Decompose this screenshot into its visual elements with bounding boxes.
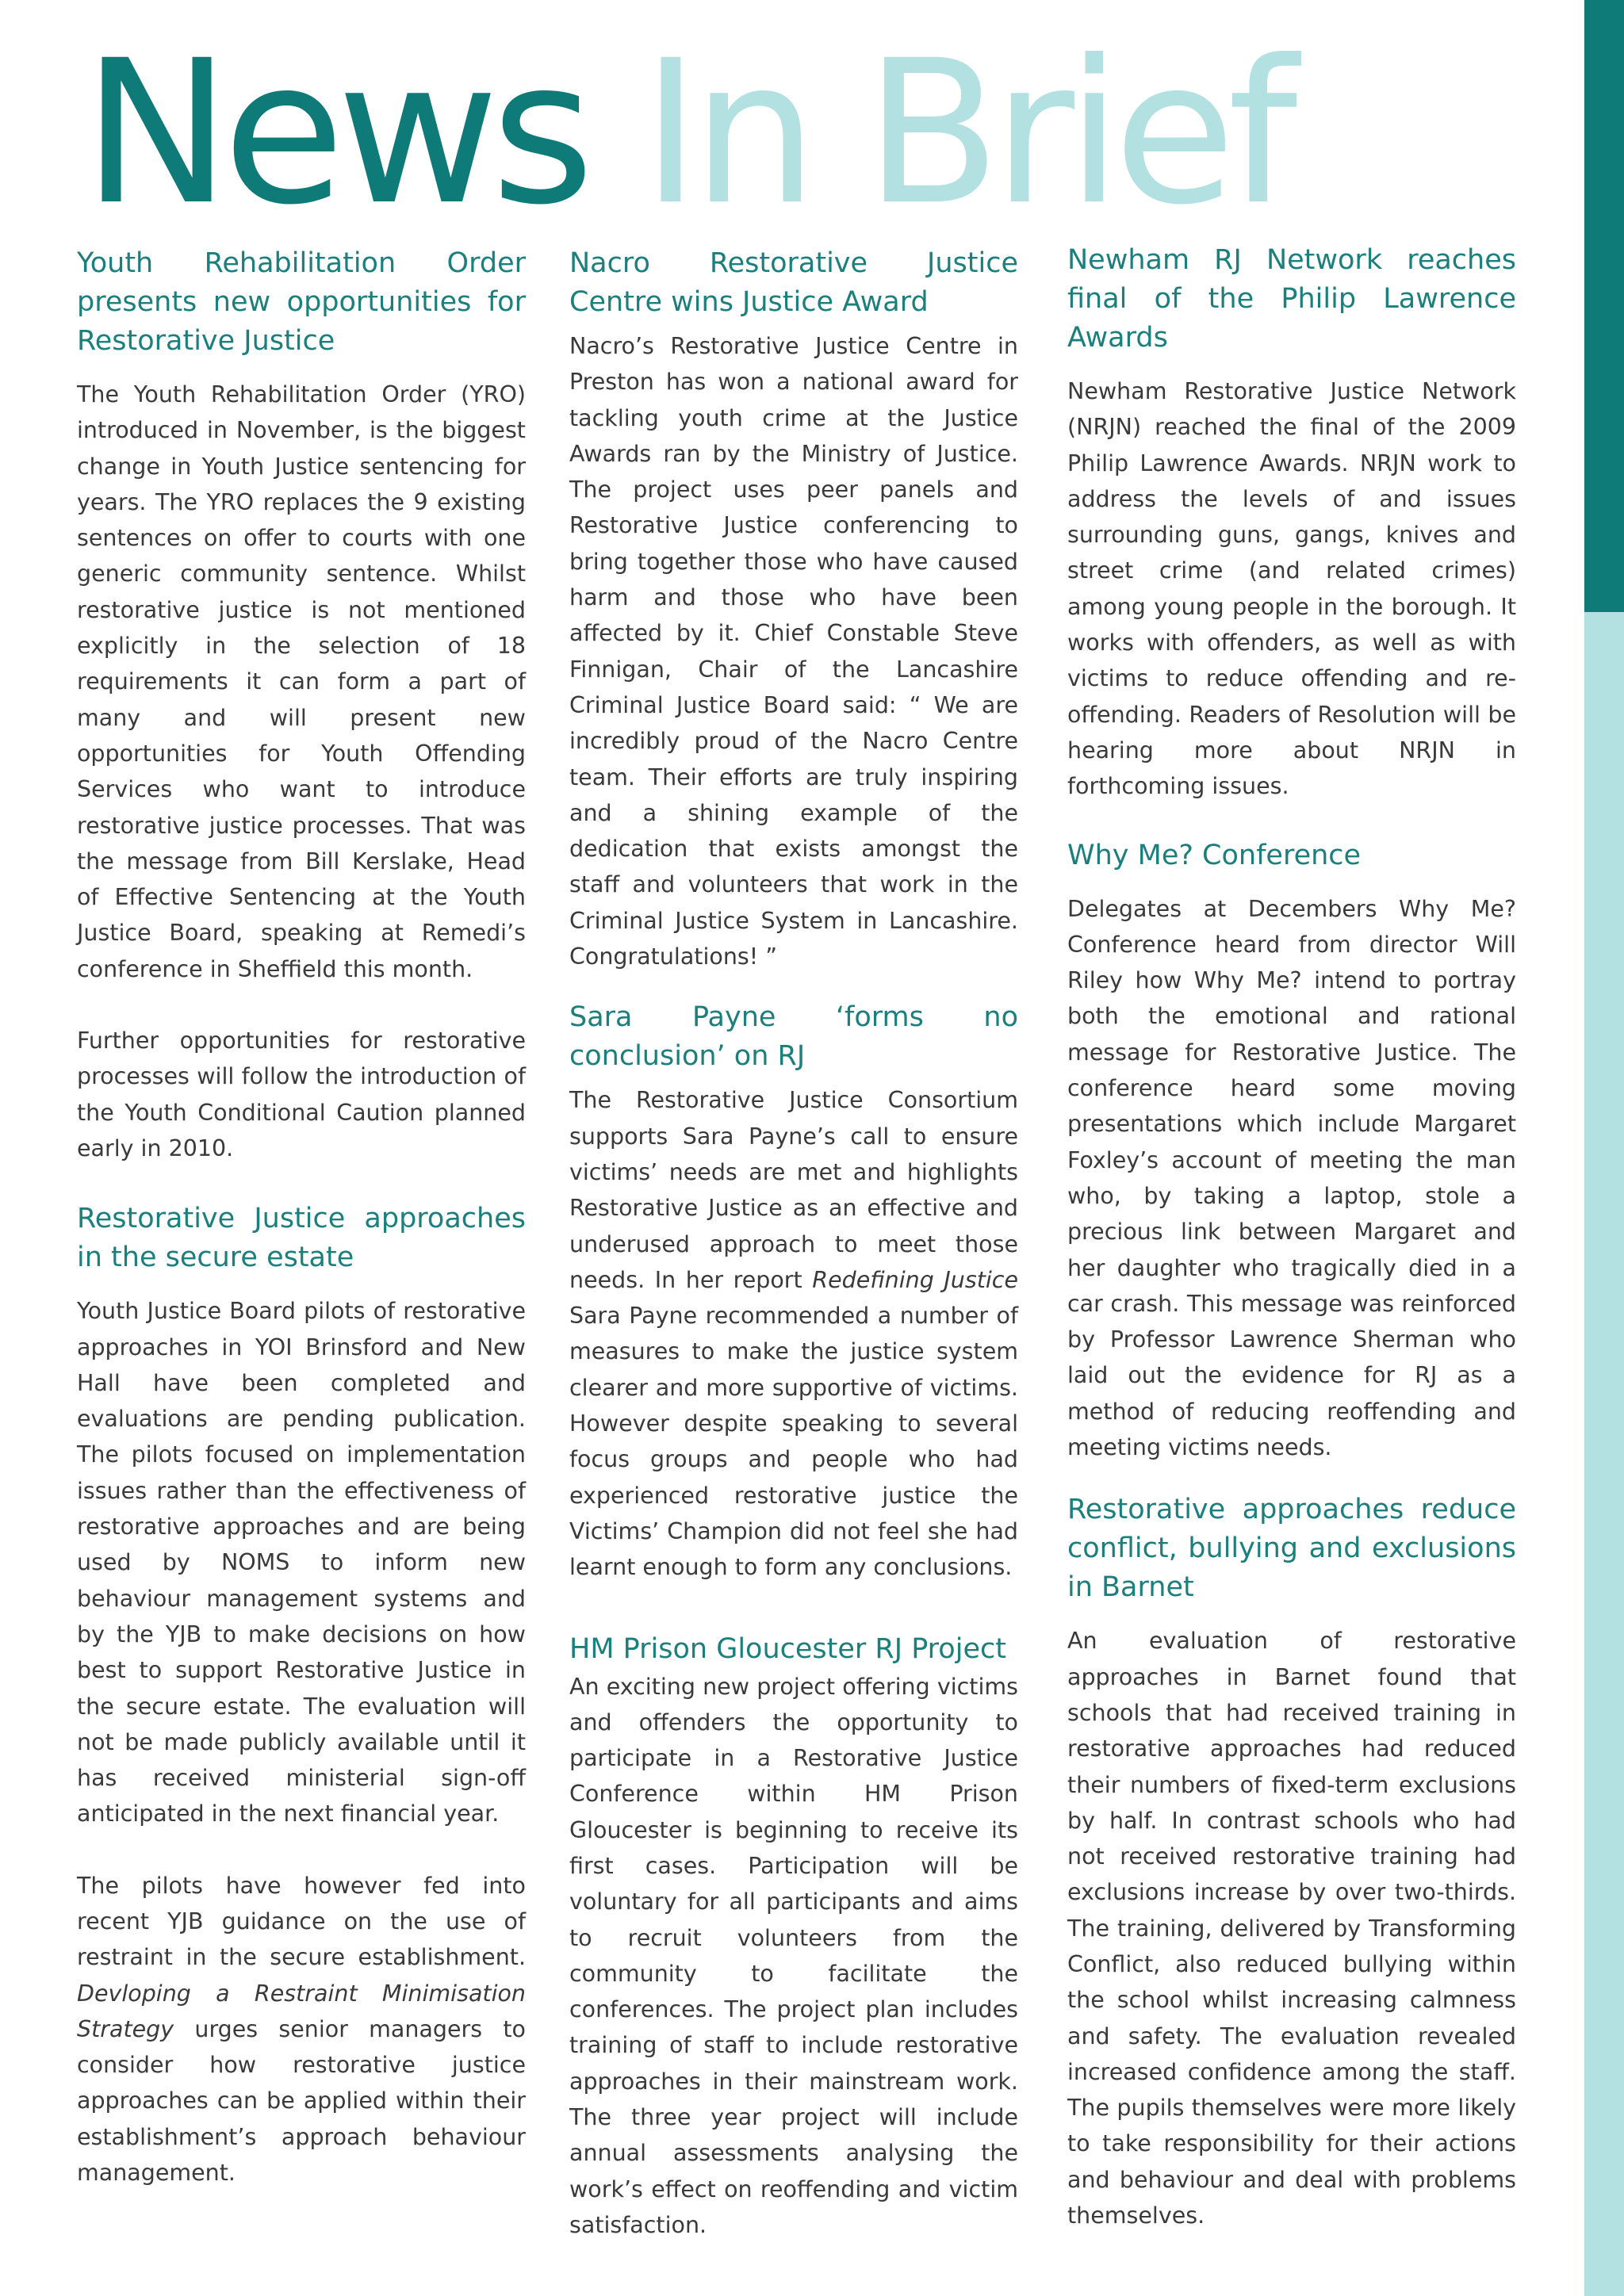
article-sara-payne xyxy=(569,998,1018,1585)
article-paragraph: Nacro’s Restorative Justice Centre in Preston has won a national award for tackling youth crime at the Justice Awards ran by the Ministry of Justice. The project uses peer panels and Restorative Justice conferencing to bring together those who have caused harm and those who have been affected by it. Chief Constable Steve Finnigan, Chair of the Lancashire Criminal Justice Board said: “ We are incredibly proud of the Nacro Centre team. Their efforts are truly inspiring and a shining example of the dedication that exists amongst the staff and volunteers that work in the Criminal Justice System in Lancashire. Congratulations! ” xyxy=(569,333,1018,970)
article-paragraph: The Youth Rehabilitation Order (YRO) introduced in November, is the biggest change in Youth Justice sentencing for years. The YRO replaces the 9 existing sentences on offer to courts with one generic community sentence. Whilst restorative justice is not mentioned explicitly in the selection of 18 requirements it can form a part of many and will present new opportunities for Youth Offending Services who want to introduce restorative justice processes. That was the message from Bill Kerslake, Head of Effective Sentencing at the Youth Justice Board, speaking at Remedi’s conference in Sheffield this month. xyxy=(77,381,526,982)
article-headline: Restorative approaches reduce conflict, bullying and exclusions in Barnet xyxy=(1067,1494,1516,1604)
paragraph-text: Sara Payne recommended a number of measures to make the justice system clearer and more supportive of victims. However despite speaking to several focus groups and people who had experienced restorative justice the Victims’ Champion did not feel she had learnt enough to form any conclusions. xyxy=(569,1303,1018,1581)
article-paragraph: An evaluation of restorative approaches in Barnet found that schools that had received training in restorative approaches had reduced their numbers of fixed-term exclusions by half. In contrast schools who had not received restorative training had exclusions increase by over two-thirds. The training, delivered by Transforming Conflict, also reduced bullying within the school whilst increasing calmness and safety. The evaluation revealed increased confidence among the staff. The pupils themselves were more likely to take responsibility for their actions and behaviour and deal with problems themselves. xyxy=(1067,1628,1516,2229)
article-paragraph: An exciting new project offering victims and offenders the opportunity to participate in a Restorative Justice Conference within HM Prison Gloucester is beginning to receive its first cases. Participation will be voluntary for all participants and aims to recruit volunteers from the community to facilitate the conferences. The project plan includes training of staff to include restorative approaches in their mainstream work. The three year project will include annual assessments analysing the work’s effect on reoffending and victim satisfaction. xyxy=(569,1673,1018,2238)
report-title: Redefining Justice xyxy=(812,1266,1018,1293)
article-paragraph: Delegates at Decembers Why Me? Conference heard from director Will Riley how Why Me? intend to portray both the emotional and rational message for Restorative Justice. The conference heard some moving presentations which include Margaret Foxley’s account of meeting the man who, by taking a laptop, stole a precious link between Margaret and her daughter who tragically died in a car crash. This message was reinforced by Professor Lawrence Sherman who laid out the evidence for RJ as a method of reducing reoffending and meeting victims needs. xyxy=(1067,895,1516,1461)
side-accent-bar-light xyxy=(1584,612,1624,2296)
article-paragraph: Further opportunities for restorative processes will follow the introduction of the Youth Conditional Caution planned early in 2010. xyxy=(77,1027,526,1161)
article-headline: Newham RJ Network reaches final of the Philip Lawrence Awards xyxy=(1067,244,1516,354)
article-nacro xyxy=(569,244,1018,974)
article-newham xyxy=(1067,241,1516,805)
title-word-news: News xyxy=(82,17,587,248)
article-barnet xyxy=(1067,1490,1516,2233)
article-headline: Sara Payne ‘forms no conclusion’ on RJ xyxy=(569,1001,1018,1073)
article-headline: Why Me? Conference xyxy=(1067,839,1362,871)
paragraph-text: The pilots have however fed into recent YJB guidance on the use of restraint in the secure establishment. xyxy=(77,1872,526,1971)
article-headline: Nacro Restorative Justice Centre wins Justice Award xyxy=(569,247,1018,318)
side-accent-bar-dark xyxy=(1584,0,1624,612)
article-headline: HM Prison Gloucester RJ Project xyxy=(569,1632,1006,1665)
article-secure-estate xyxy=(77,1200,526,2191)
article-why-me xyxy=(1067,836,1516,1466)
column-left xyxy=(77,244,526,2191)
column-right xyxy=(1067,241,1516,2233)
article-yro xyxy=(77,244,526,1166)
article-paragraph xyxy=(77,1868,526,2191)
article-gloucester xyxy=(569,1630,1018,2244)
publication-title: Devloping a Restraint Minimisation Strategy xyxy=(77,1980,526,2042)
article-headline: Restorative Justice approaches in the secure estate xyxy=(77,1203,526,1274)
column-middle xyxy=(569,244,1018,2243)
article-paragraph: Youth Justice Board pilots of restorative approaches in YOI Brinsford and New Hall have been completed and evaluations are pending publication. The pilots focused on implementation issues rather than the effectiveness of restorative approaches and are being used by NOMS to inform new behaviour management systems and by the YJB to make decisions on how best to support Restorative Justice in the secure estate. The evaluation will not be made publicly available until it has received ministerial sign-off anticipated in the next financial year. xyxy=(77,1298,526,1827)
paragraph-text: urges senior managers to consider how restorative justice approaches can be applied within their establishment’s approach behaviour management. xyxy=(77,2015,526,2187)
article-paragraph xyxy=(569,1082,1018,1585)
page-title xyxy=(82,14,1289,252)
paragraph-text: The Restorative Justice Consortium supports Sara Payne’s call to ensure victims’ needs are met and highlights Restorative Justice as an effective and underused approach to meet those needs. In her report xyxy=(569,1087,1018,1293)
title-word-in-brief: In Brief xyxy=(642,17,1290,248)
article-headline: Youth Rehabilitation Order presents new opportunities for Restorative Justice xyxy=(77,247,526,357)
article-paragraph: Newham Restorative Justice Network (NRJN) reached the final of the 2009 Philip Lawrence Awards. NRJN work to address the levels of and issues surrounding guns, gangs, knives and street crime (and related crimes) among young people in the borough. It works with offenders, as well as with victims to reduce offending and re-offending. Readers of Resolution will be hearing more about NRJN in forthcoming issues. xyxy=(1067,378,1516,800)
